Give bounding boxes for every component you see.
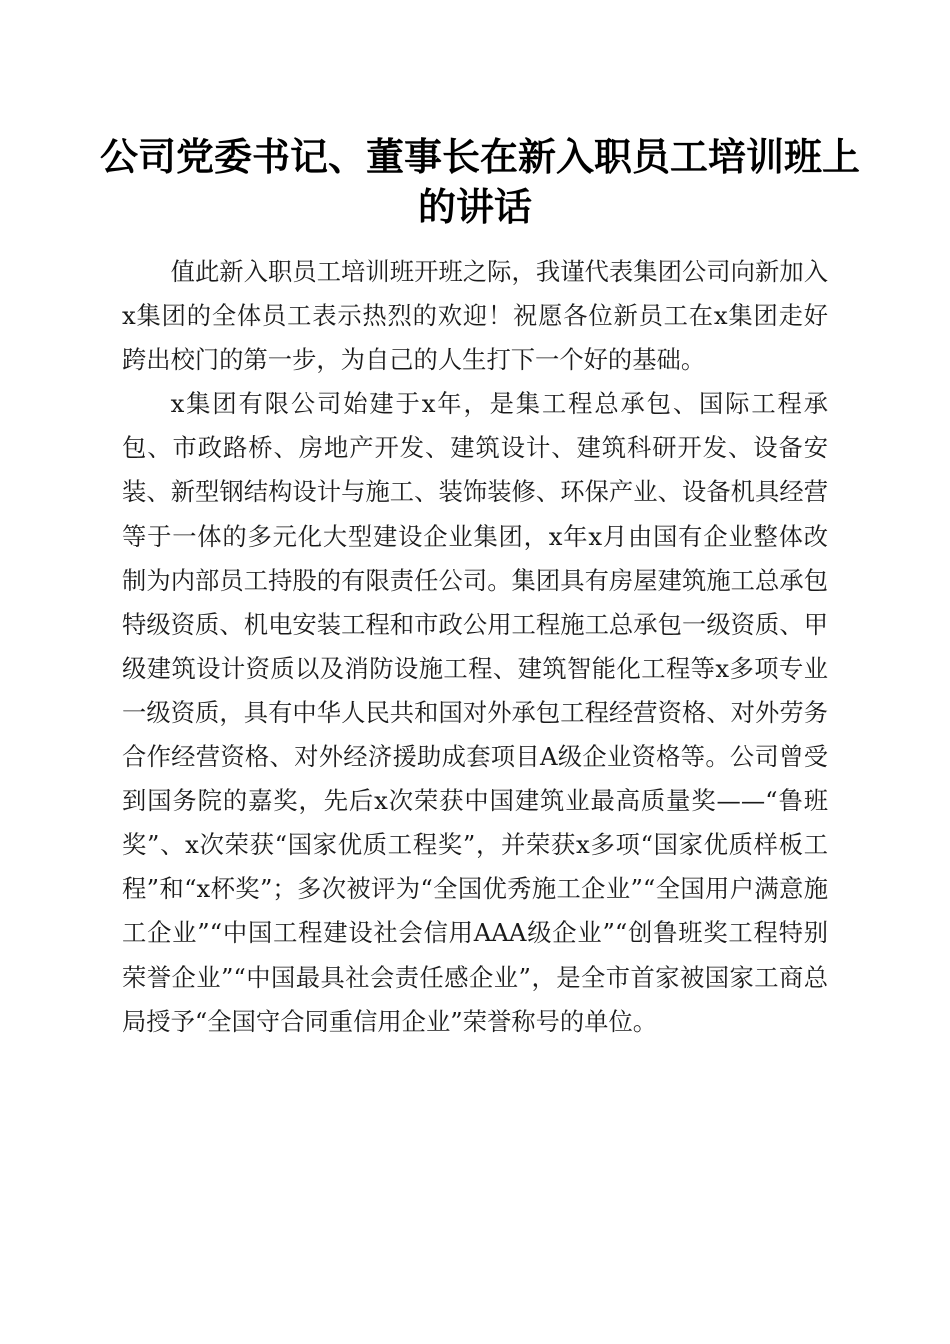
paragraph-company-profile: x集团有限公司始建于x年，是集工程总承包、国际工程承包、市政路桥、房地产开发、建筑设计、建筑科研开发、设备安装、新型钢结构设计与施工、装饰装修、环保产业、设备机具经营等于一体的多元化大型建设企业集团，x年x月由国有企业整体改制为内部员工持股的有限责任公司。集团具有房屋建筑施工总承包特级资质、机电安装工程和市政公用工程施工总承包一级资质、甲级建筑设计资质以及消防设施工程、建筑智能化工程等x多项专业一级资质，具有中华人民共和国对外承包工程经营资格、对外劳务合作经营资格、对外经济援助成套项目A级企业资格等。公司曾受到国务院的嘉奖，先后x次荣获中国建筑业最高质量奖——“鲁班奖”、x次荣获“国家优质工程奖”，并荣获x多项“国家优质样板工程”和“x杯奖”；多次被评为“全国优秀施工企业”“全国用户满意施工企业”“中国工程建设社会信用AAA级企业”“创鲁班奖工程特别荣誉企业”“中国最具社会责任感企业”，是全市首家被国家工商总局授予“全国守合同重信用企业”荣誉称号的单位。 [122,389,828,1036]
title-line-1: 公司党委书记、董事长在新入职员工培训班上 [100,134,861,179]
paragraph-welcome: 值此新入职员工培训班开班之际，我谨代表集团公司向新加入x集团的全体员工表示热烈的欢迎！祝愿各位新员工在x集团走好跨出校门的第一步，为自己的人生打下一个好的基础。 [122,257,828,375]
document-title [100,132,861,232]
title-line-2: 的讲话 [417,184,532,229]
document-body [122,250,828,1044]
